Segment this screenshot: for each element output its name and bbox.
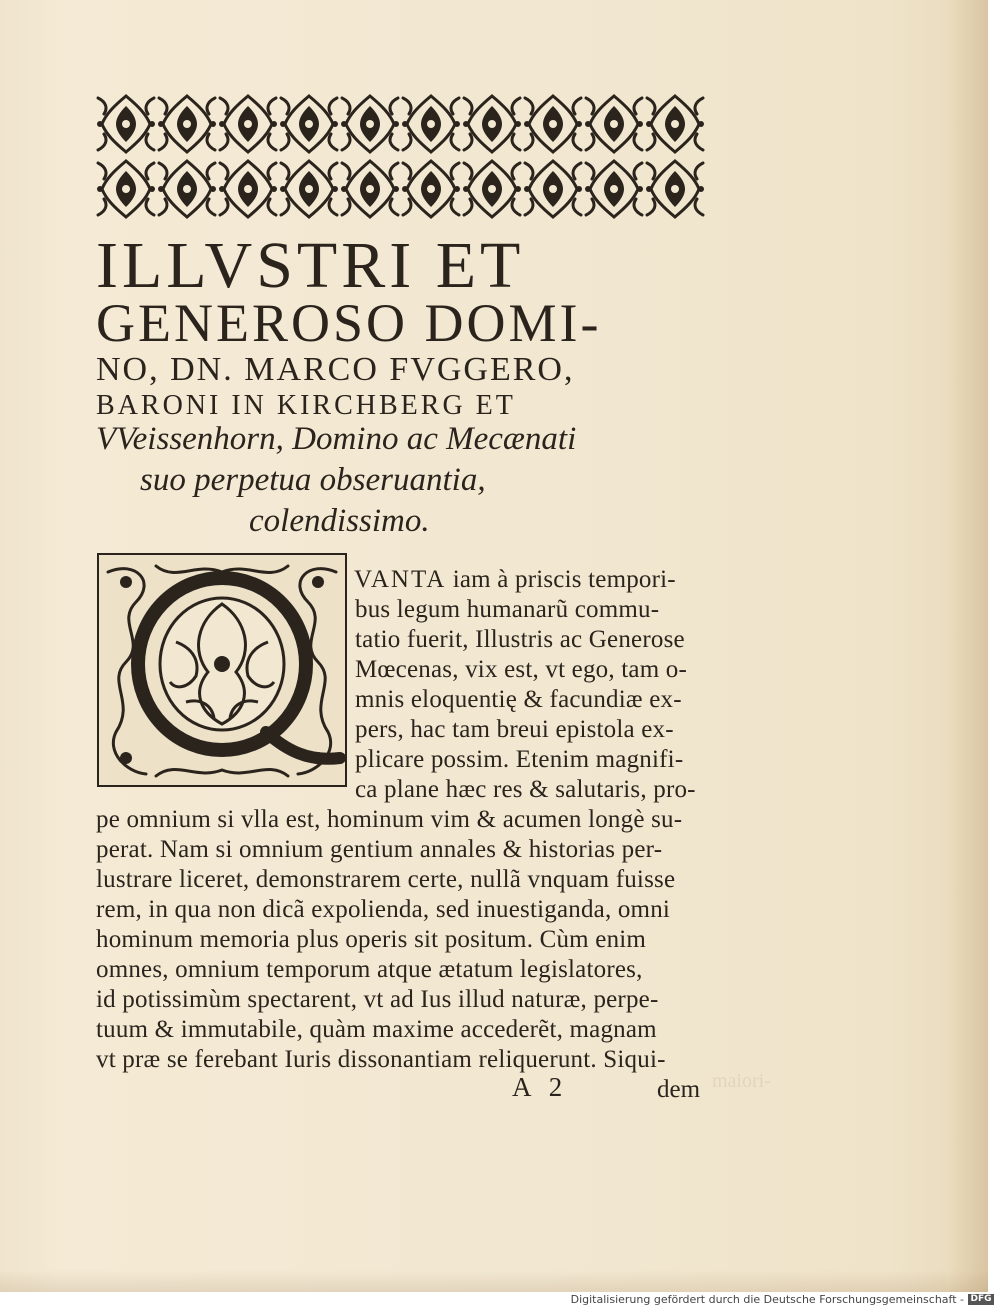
dedication-title-line-1: ILLVSTRI ET: [96, 229, 525, 302]
body-text-line-3: tatio fuerit, Illustris ac Generose: [355, 626, 685, 653]
dfg-logo: DFG: [968, 1294, 994, 1305]
body-text-line-14: omnes, omnium temporum atque ætatum legislatores,: [96, 956, 643, 983]
dedication-title-line-6: suo perpetua obseruantia,: [140, 462, 486, 498]
body-text-line-2: bus legum humanarũ commu-: [355, 596, 660, 623]
body-text-line-7: plicare possim. Etenim magnifi-: [355, 746, 684, 773]
body-line-1-text: iam à priscis tempori-: [452, 566, 676, 593]
opening-word: VANTA: [354, 566, 447, 593]
body-text-line-9: pe omnium si vlla est, hominum vim & acumen longè su-: [96, 806, 683, 833]
digitization-credit: Digitalisierung gefördert durch die Deutsche Forschungsgemeinschaft -: [570, 1293, 964, 1306]
body-text-line-16: tuum & immutabile, quàm maxime accederẽt, magnam: [96, 1016, 657, 1043]
body-text-line-12: rem, in qua non dicã expolienda, sed inuestiganda, omni: [96, 896, 671, 923]
signature-mark: A 2: [512, 1072, 569, 1102]
body-text-line-4: Mœcenas, vix est, vt ego, tam o-: [355, 656, 688, 683]
body-text-line-5: mnis eloquentię & facundiæ ex-: [355, 686, 682, 713]
catchword: dem: [657, 1076, 701, 1103]
body-text-line-13: hominum memoria plus operis sit positum. Cùm enim: [96, 926, 647, 953]
body-text-line-10: perat. Nam si omnium gentium annales & historias per-: [96, 836, 663, 863]
dedication-title-line-7: colendissimo.: [249, 503, 430, 539]
body-text-line-17: vt præ se ferebant Iuris dissonantiam reliquerunt. Siqui-: [96, 1046, 666, 1073]
dedication-title-line-2: GENEROSO DOMI-: [96, 293, 602, 353]
dedication-title-line-4: BARONI IN KIRCHBERG ET: [96, 390, 516, 421]
body-text-line-15: id potissimùm spectarent, vt ad Ius illud naturæ, perpe-: [96, 986, 659, 1013]
dedication-title-line-5: VVeissenhorn, Domino ac Mecænati: [96, 421, 577, 457]
ornament-pattern-icon: [96, 92, 710, 222]
decorated-initial-q-icon: [96, 552, 348, 788]
ornamental-header-band: [96, 92, 710, 222]
show-through-text: maiori-: [712, 1070, 771, 1092]
body-text-line-6: pers, hac tam breui epistola ex-: [355, 716, 674, 743]
body-text-line-8: ca plane hæc res & salutaris, pro-: [355, 776, 696, 803]
body-text-line-1: [354, 566, 676, 594]
dedication-title-line-3: NO, DN. MARCO FVGGERO,: [96, 351, 575, 388]
body-text-line-11: lustrare liceret, demonstrarem certe, nullã vnquam fuisse: [96, 866, 676, 893]
